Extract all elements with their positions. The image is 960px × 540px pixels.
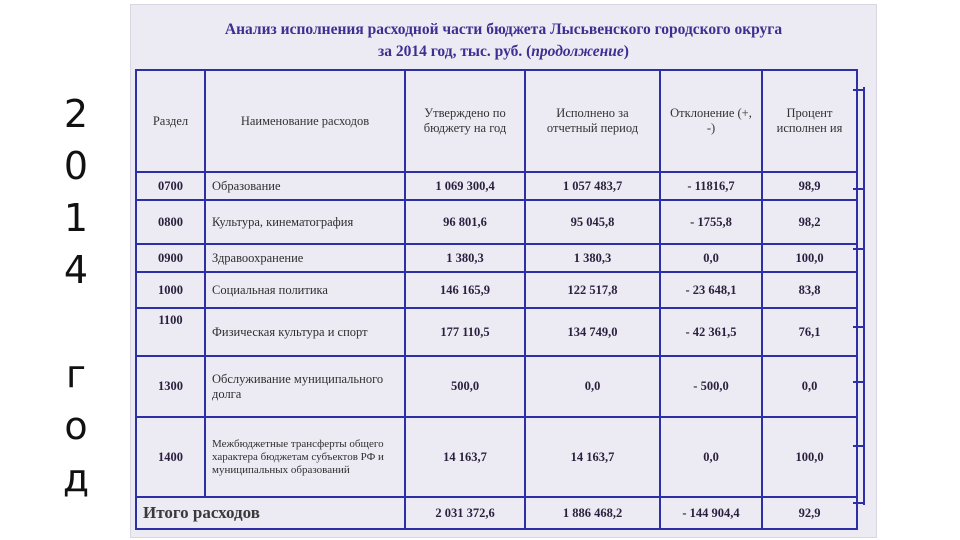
year-char: о — [64, 404, 88, 448]
header-executed: Исполнено за отчетный период — [525, 70, 660, 172]
cell-percent: 100,0 — [762, 244, 857, 272]
cell-code: 1300 — [136, 356, 205, 417]
margin-tick — [853, 326, 865, 328]
header-name: Наименование расходов — [205, 70, 405, 172]
margin-tick — [853, 248, 865, 250]
cell-approved: 146 165,9 — [405, 272, 525, 308]
year-char: д — [62, 456, 90, 500]
cell-code: 0800 — [136, 200, 205, 244]
cell-deviation: - 23 648,1 — [660, 272, 762, 308]
margin-tick — [853, 89, 865, 91]
cell-executed: 122 517,8 — [525, 272, 660, 308]
cell-deviation: - 42 361,5 — [660, 308, 762, 356]
table-row — [136, 417, 857, 497]
margin-tick — [853, 381, 865, 383]
cell-percent: 98,2 — [762, 200, 857, 244]
cell-percent: 98,9 — [762, 172, 857, 200]
margin-tick — [853, 502, 865, 504]
cell-percent: 100,0 — [762, 417, 857, 497]
cell-approved: 500,0 — [405, 356, 525, 417]
total-approved: 2 031 372,6 — [405, 497, 525, 529]
header-percent: Процент исполнен ия — [762, 70, 857, 172]
cell-percent: 83,8 — [762, 272, 857, 308]
cell-name: Социальная политика — [205, 272, 405, 308]
cell-code: 0900 — [136, 244, 205, 272]
table-row — [136, 356, 857, 417]
cell-name: Обслуживание муниципального долга — [205, 356, 405, 417]
title-line-2 — [131, 41, 876, 63]
header-deviation: Отклонение (+, -) — [660, 70, 762, 172]
year-char: 0 — [63, 144, 89, 188]
cell-deviation: 0,0 — [660, 417, 762, 497]
cell-executed: 1 380,3 — [525, 244, 660, 272]
cell-approved: 177 110,5 — [405, 308, 525, 356]
total-label: Итого расходов — [136, 497, 405, 529]
margin-tick — [853, 188, 865, 190]
cell-executed: 14 163,7 — [525, 417, 660, 497]
header-row — [136, 70, 857, 172]
total-executed: 1 886 468,2 — [525, 497, 660, 529]
title-line-1: Анализ исполнения расходной части бюджета Лысьвенского городского округа — [224, 21, 783, 38]
total-deviation: - 144 904,4 — [660, 497, 762, 529]
margin-tick — [853, 445, 865, 447]
cell-approved: 1 069 300,4 — [405, 172, 525, 200]
cell-executed: 95 045,8 — [525, 200, 660, 244]
document-scan — [130, 4, 877, 538]
total-percent: 92,9 — [762, 497, 857, 529]
cell-name: Образование — [205, 172, 405, 200]
table-row — [136, 172, 857, 200]
cell-name: Межбюджетные трансферты общего характера бюджетам субъектов РФ и муниципальных образований — [205, 417, 405, 497]
total-row — [136, 497, 857, 529]
document-title — [131, 19, 876, 63]
table-row — [136, 244, 857, 272]
cell-percent: 0,0 — [762, 356, 857, 417]
title-line-2-suffix: ) — [623, 43, 629, 60]
year-vertical-label — [58, 88, 94, 504]
cell-name: Здравоохранение — [205, 244, 405, 272]
table-row — [136, 272, 857, 308]
budget-table — [135, 69, 858, 530]
year-char: 2 — [63, 92, 89, 136]
cell-approved: 1 380,3 — [405, 244, 525, 272]
cell-approved: 14 163,7 — [405, 417, 525, 497]
cell-approved: 96 801,6 — [405, 200, 525, 244]
year-char: 4 — [63, 248, 89, 292]
cell-name: Культура, кинематография — [205, 200, 405, 244]
table-row — [136, 308, 857, 356]
cell-executed: 134 749,0 — [525, 308, 660, 356]
cell-deviation: - 1755,8 — [660, 200, 762, 244]
right-margin-rule — [863, 87, 865, 505]
cell-code: 1400 — [136, 417, 205, 497]
table-row — [136, 200, 857, 244]
cell-percent: 76,1 — [762, 308, 857, 356]
cell-deviation: 0,0 — [660, 244, 762, 272]
cell-name: Физическая культура и спорт — [205, 308, 405, 356]
title-line-2-italic: продолжение — [531, 43, 624, 60]
year-char: г — [66, 352, 86, 396]
cell-code: 1000 — [136, 272, 205, 308]
header-section: Раздел — [136, 70, 205, 172]
cell-deviation: - 11816,7 — [660, 172, 762, 200]
cell-code: 0700 — [136, 172, 205, 200]
cell-deviation: - 500,0 — [660, 356, 762, 417]
title-line-2-prefix: за 2014 год, тыс. руб. ( — [378, 43, 532, 60]
cell-executed: 0,0 — [525, 356, 660, 417]
cell-executed: 1 057 483,7 — [525, 172, 660, 200]
year-char: 1 — [63, 196, 89, 240]
cell-code: 1100 — [136, 308, 205, 356]
year-char — [58, 296, 94, 348]
header-approved: Утверждено по бюджету на год — [405, 70, 525, 172]
